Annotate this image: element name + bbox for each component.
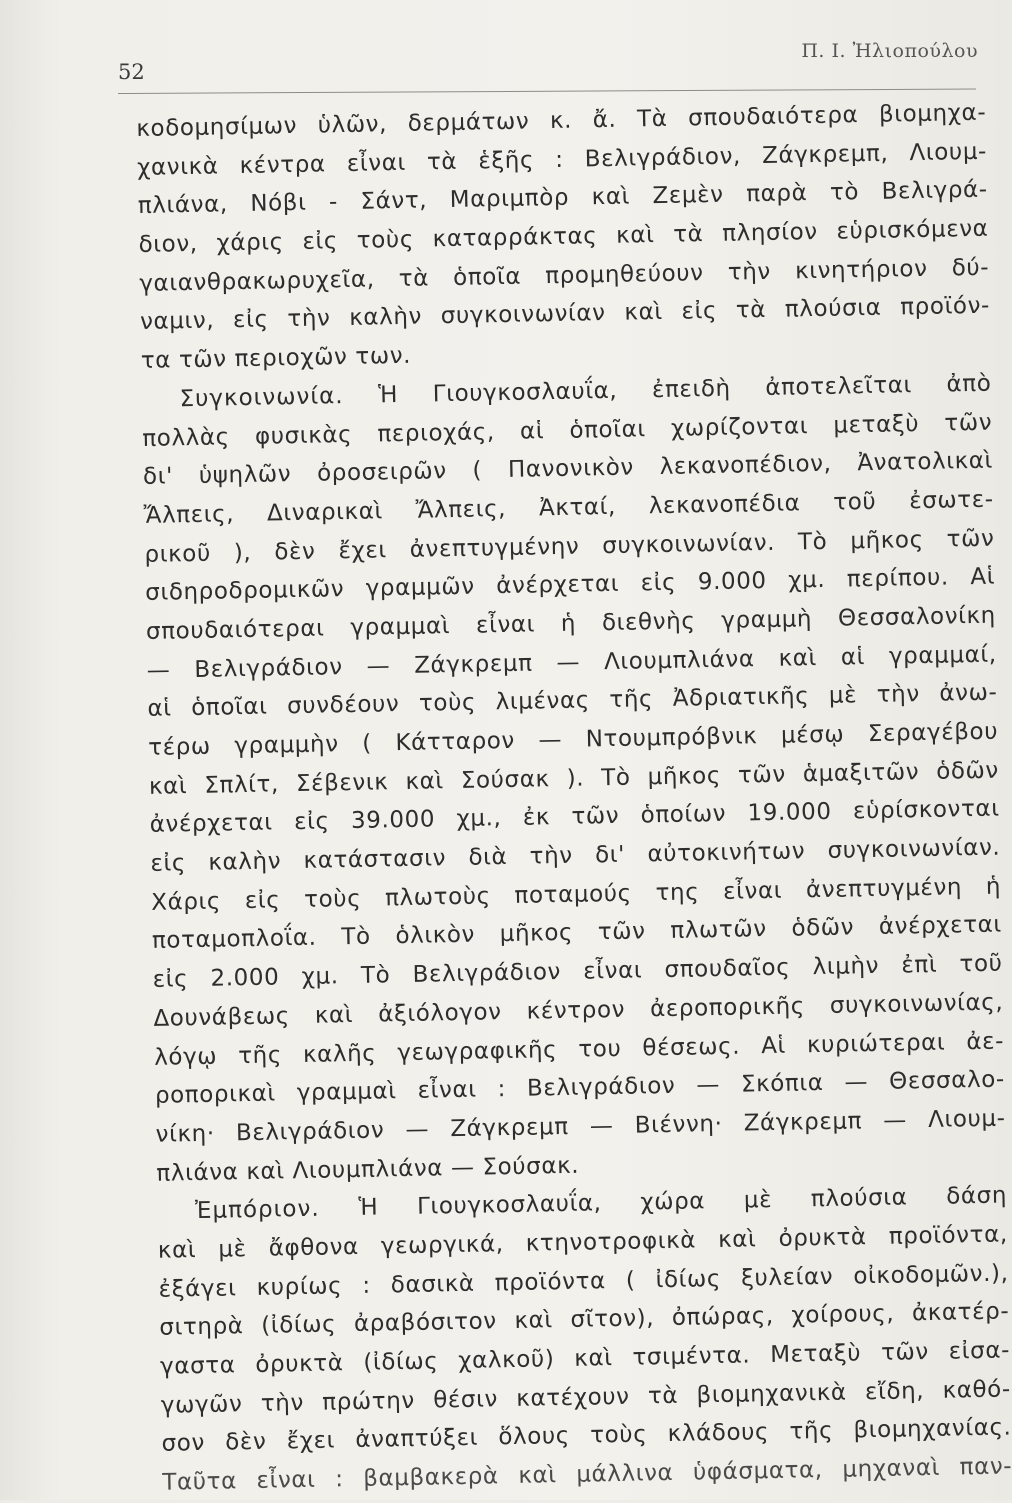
text-line: Δουνάβεως καὶ ἀξιόλογον κέντρον ἀεροπορικῆς συγκοινωνίας, bbox=[153, 989, 1004, 1032]
text-line: εἰς καλὴν κατάστασιν διὰ τὴν δι' αὐτοκινήτων συγκοινωνίαν. bbox=[150, 834, 1001, 877]
text-line: πλιάνα, Νόβι - Σάντ, Μαριμπὸρ καὶ Ζεμὲν παρὰ τὸ Βελιγρά- bbox=[137, 177, 988, 220]
section-heading-trade: Ἐμπόριον. bbox=[194, 1195, 320, 1225]
text-line: αἱ ὁποῖαι συνδέουν τοὺς λιμένας τῆς Ἀδριατικῆς μὲ τὴν ἀνω- bbox=[147, 679, 998, 723]
text-line: εἰς 2.000 χμ. Τὸ Βελιγράδιον εἶναι σπουδαῖος λιμὴν ἐπὶ τοῦ bbox=[152, 950, 1003, 993]
text-line: καὶ Σπλίτ, Σέβενικ καὶ Σούσακ ). Τὸ μῆκος τῶν ἁμαξιτῶν ὁδῶν bbox=[148, 757, 1000, 800]
text-line: σπουδαιότεραι γραμμαὶ εἶναι ἡ διεθνὴς γραμμὴ Θεσσαλονίκη bbox=[145, 602, 997, 645]
text-span: Ἡ Γιουγκοσλαυΐα, ἐπειδὴ ἀποτελεῖται ἀπὸ bbox=[378, 370, 992, 409]
text-line: ροπορικαὶ γραμμαὶ εἶναι : Βελιγράδιον — Σκόπια — Θεσσαλο- bbox=[154, 1066, 1006, 1110]
text-line: Ταῦτα εἶναι : βαμβακερὰ καὶ μάλλινα ὑφάσματα, μηχαναὶ παν- bbox=[162, 1453, 1012, 1496]
text-line: τέρω γραμμὴν ( Κάτταρον — Ντουμπρόβνικ μέσῳ Σεραγέβου bbox=[147, 718, 999, 761]
text-line: χανικὰ κέντρα εἶναι τὰ ἑξῆς : Βελιγράδιον, Ζάγκρεμπ, Λιουμ- bbox=[136, 138, 988, 181]
running-head: Π. Ι. Ἠλιοπούλου bbox=[801, 40, 978, 62]
body-text bbox=[136, 94, 1012, 1503]
text-line: καὶ μὲ ἄφθονα γεωργικά, κτηνοτροφικὰ καὶ ὀρυκτὰ προϊόντα, bbox=[157, 1221, 1008, 1264]
text-line: σιτηρὰ (ἰδίως ἀραβόσιτον καὶ σῖτον), ὀπώρας, χοίρους, ἀκατέρ- bbox=[159, 1298, 1010, 1342]
text-line: Χάρις εἰς τοὺς πλωτοὺς ποταμούς της εἶναι ἀνεπτυγμένη ἡ bbox=[150, 873, 1002, 916]
text-line: γωγῶν τὴν πρώτην θέσιν κατέχουν τὰ βιομηχανικὰ εἴδη, καθό- bbox=[160, 1376, 1011, 1419]
text-line: σιδηροδρομικῶν γραμμῶν ἀνέρχεται εἰς 9.000 χμ. περίπου. Αἱ bbox=[145, 563, 996, 607]
text-line: κοδομησίμων ὑλῶν, δερμάτων κ. ἄ. Τὰ σπουδαιότερα βιομηχα- bbox=[136, 99, 987, 142]
text-line: διον, χάρις εἰς τοὺς καταρράκτας καὶ τὰ πλησίον εὑρισκόμενα bbox=[138, 215, 989, 259]
text-line: δι' ὑψηλῶν ὀροσειρῶν ( Πανονικὸν λεκανοπέδιον, Ἀνατολικαὶ bbox=[142, 447, 994, 491]
text-line: ποταμοπλοΐα. Τὸ ὁλικὸν μῆκος τῶν πλωτῶν ὁδῶν ἀνέρχεται bbox=[151, 911, 1003, 955]
text-line: πλιάνα καὶ Λιουμπλιάνα — Σούσακ. bbox=[156, 1152, 580, 1187]
text-line: Ἄλπεις, Διναρικαὶ Ἄλπεις, Ἀκταί, λεκανοπέδια τοῦ ἐσωτε- bbox=[143, 486, 994, 529]
text-span: Ἡ Γιουγκοσλαυΐα, χώρα μὲ πλούσια δάση bbox=[358, 1182, 1008, 1222]
page-number: 52 bbox=[118, 60, 145, 84]
text-line: ἀνέρχεται εἰς 39.000 χμ., ἐκ τῶν ὁποίων 19.000 εὑρίσκονται bbox=[149, 795, 1000, 839]
text-line: τα τῶν περιοχῶν των. bbox=[140, 342, 412, 375]
text-line: πολλὰς φυσικὰς περιοχάς, αἱ ὁποῖαι χωρίζονται μεταξὺ τῶν bbox=[142, 409, 993, 452]
text-line: ἐξάγει κυρίως : δασικὰ προϊόντα ( ἰδίως ξυλείαν οἰκοδομῶν.), bbox=[158, 1260, 1009, 1303]
text-line: — Βελιγράδιον — Ζάγκρεμπ — Λιουμπλιάνα καὶ αἱ γραμμαί, bbox=[146, 641, 997, 684]
text-line: ναμιν, εἰς τὴν καλὴν συγκοινωνίαν καὶ εἰς τὰ πλούσια προϊόν- bbox=[139, 293, 991, 336]
text-line: σον δὲν ἔχει ἀναπτύξει ὅλους τοὺς κλάδους τῆς βιομηχανίας. bbox=[161, 1414, 1012, 1458]
text-line: γαιανθρακωρυχεῖα, τὰ ὁποῖα προμηθεύουν τὴν κινητήριον δύ- bbox=[139, 254, 990, 297]
text-line: λόγῳ τῆς καλῆς γεωγραφικῆς του θέσεως. Αἱ κυριώτεραι ἀε- bbox=[153, 1028, 1005, 1071]
section-heading-transport: Συγκοινωνία. bbox=[179, 382, 344, 413]
text-line: νίκη· Βελιγράδιον — Ζάγκρεμπ — Βιέννη· Ζάγκρεμπ — Λιουμ- bbox=[155, 1105, 1006, 1148]
text-line: ρικοῦ ), δὲν ἔχει ἀνεπτυγμένην συγκοινωνίαν. Τὸ μῆκος τῶν bbox=[144, 525, 995, 568]
text-line: γαστα ὀρυκτὰ (ἰδίως χαλκοῦ) καὶ τσιμέντα. Μεταξὺ τῶν εἰσα- bbox=[159, 1337, 1011, 1380]
